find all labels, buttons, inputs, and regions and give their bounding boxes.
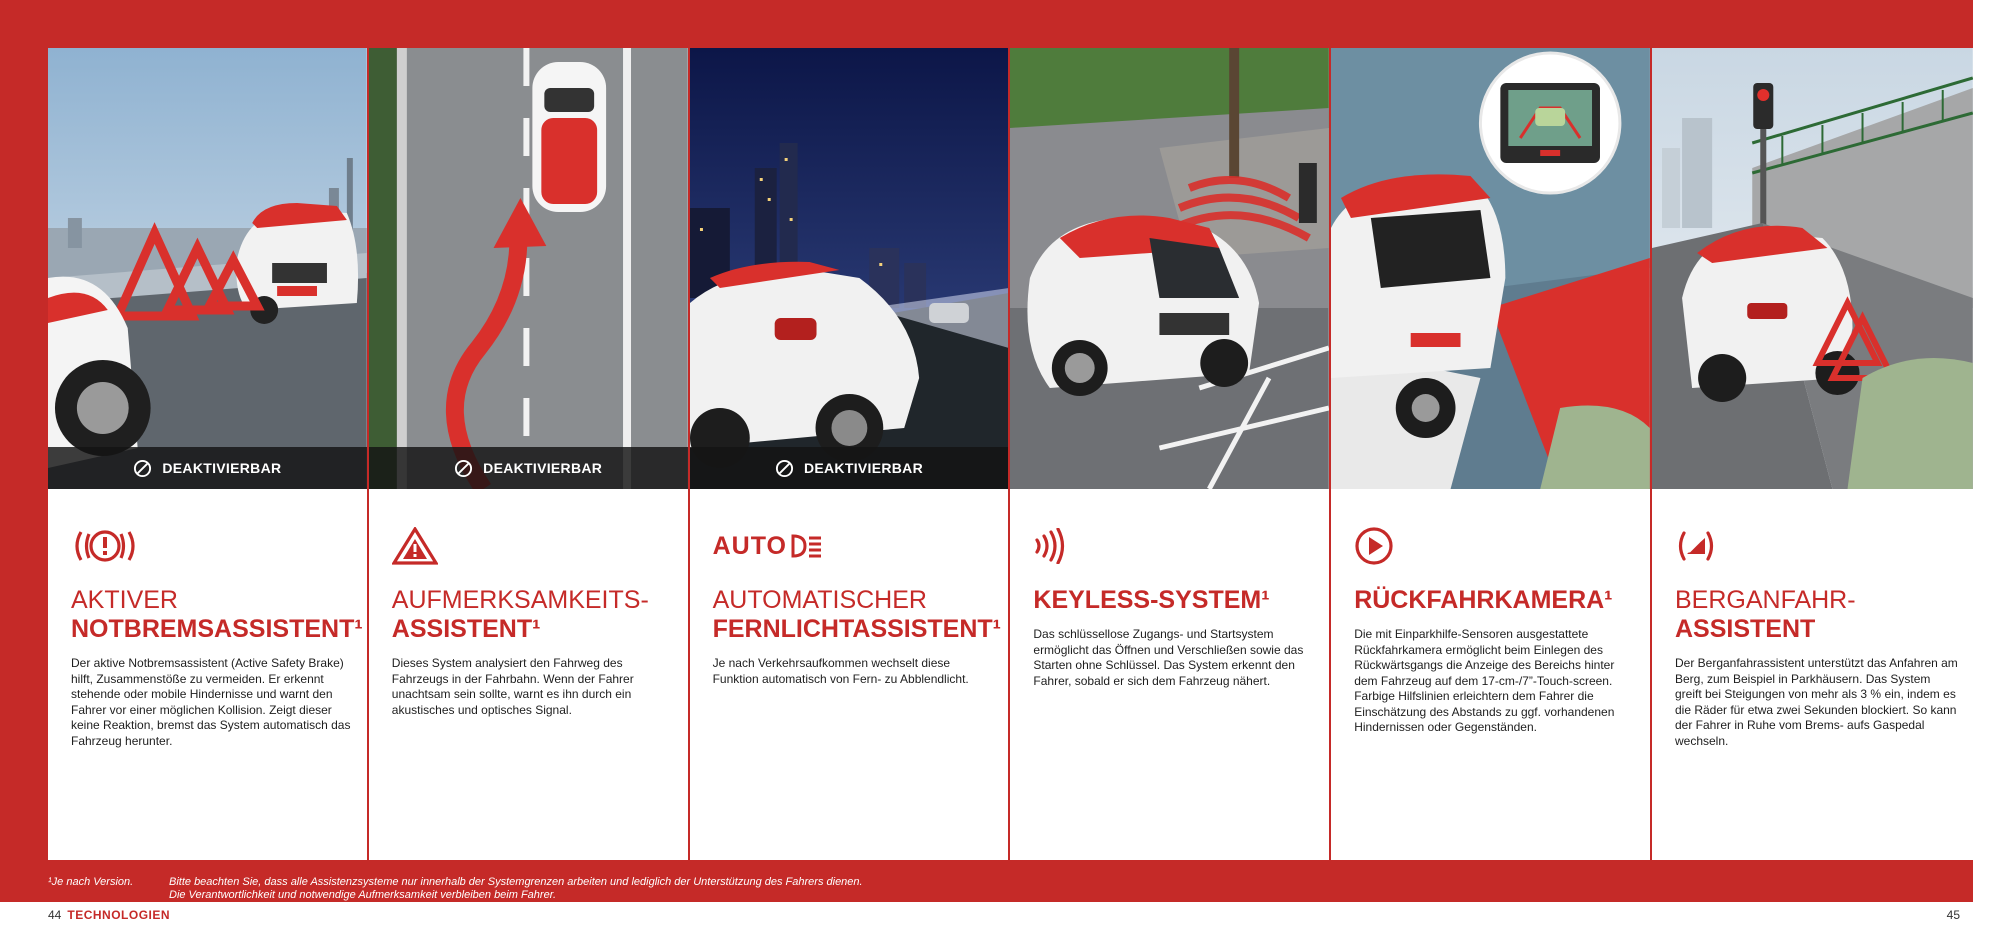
safety-notice bbox=[169, 876, 863, 902]
page-edge bbox=[1973, 0, 2000, 902]
feature-card-rueckfahrkamera bbox=[1331, 48, 1652, 860]
photo-hill-start bbox=[1652, 48, 1973, 489]
photo-emergency-brake bbox=[48, 48, 367, 489]
hill-start-icon bbox=[1675, 526, 1959, 566]
feature-title-line1: BERGANFAHR- bbox=[1674, 586, 1856, 614]
feature-description: Das schlüssellose Zugangs- und Startsystem ermöglicht das Öffnen und Verschließen sowie das Starten ohne Schlüssel. Das System erkennt den Fahrer, sobald er sich dem Fahrzeug nähert. bbox=[1033, 627, 1304, 688]
page-footer-left bbox=[48, 908, 170, 922]
auto-label: AUTO bbox=[712, 531, 787, 560]
photo-keyless bbox=[1010, 48, 1329, 489]
deactivatable-label: DEAKTIVIERBAR bbox=[803, 460, 923, 476]
safety-notice-line2: Die Verantwortlichkeit und notwendige Aufmerksamkeit verbleiben beim Fahrer. bbox=[169, 889, 557, 901]
feature-title-line1: AUFMERKSAMKEITS- bbox=[391, 586, 649, 614]
feature-columns bbox=[48, 48, 1973, 860]
keyless-signal-icon bbox=[1033, 526, 1315, 566]
warning-triangle-icon bbox=[392, 526, 674, 566]
feature-title-line2: NOTBREMSASSISTENT¹ bbox=[71, 615, 363, 643]
feature-title-line1: RÜCKFAHRKAMERA¹ bbox=[1354, 586, 1613, 614]
deactivatable-label: DEAKTIVIERBAR bbox=[162, 460, 282, 476]
deactivate-icon bbox=[454, 459, 473, 478]
photo-lane-attention bbox=[369, 48, 688, 489]
deactivatable-label: DEAKTIVIERBAR bbox=[483, 460, 603, 476]
feature-title-line2: FERNLICHTASSISTENT¹ bbox=[712, 615, 1002, 643]
footnote: ¹Je nach Version. bbox=[48, 876, 134, 888]
feature-card-notbremsassistent bbox=[48, 48, 369, 860]
deactivate-icon bbox=[133, 459, 152, 478]
safety-notice-line1: Bitte beachten Sie, dass alle Assistenzsysteme nur innerhalb der Systemgrenzen arbeiten und lediglich der Unterstützung des Fahrers dienen. bbox=[169, 876, 863, 888]
deactivatable-badge bbox=[690, 447, 1009, 489]
feature-title-line1: AKTIVER bbox=[71, 586, 178, 614]
deactivatable-badge bbox=[48, 447, 367, 489]
feature-description: Dieses System analysiert den Fahrweg des Fahrzeugs in der Fahrbahn. Wenn der Fahrer unachtsam sein sollte, warnt es ihn durch ein akustisches und optisches Signal. bbox=[391, 656, 634, 717]
deactivate-icon bbox=[775, 459, 794, 478]
section-name: TECHNOLOGIEN bbox=[67, 908, 171, 922]
brake-warning-icon bbox=[71, 526, 353, 566]
feature-title-line2: ASSISTENT bbox=[1674, 615, 1816, 643]
feature-card-fernlichtassistent bbox=[690, 48, 1011, 860]
page-number-right: 45 bbox=[1946, 908, 1960, 922]
feature-title-line1: KEYLESS-SYSTEM¹ bbox=[1033, 586, 1270, 614]
feature-card-keyless-system bbox=[1010, 48, 1331, 860]
feature-card-aufmerksamkeitsassistent bbox=[369, 48, 690, 860]
photo-rear-camera bbox=[1331, 48, 1650, 489]
auto-high-beam-icon bbox=[713, 526, 995, 566]
feature-title-line2: ASSISTENT¹ bbox=[391, 615, 541, 643]
feature-description: Der Berganfahrassistent unterstützt das Anfahren am Berg, zum Beispiel in Parkhäusern. Das System greift bei Steigungen von mehr als 3 % ein, indem es die Räder für etwa zwei Sekunden blockiert. So kann der Fahrer in Ruhe vom Brems- aufs Gaspedal wechseln. bbox=[1674, 656, 1958, 748]
deactivatable-badge bbox=[369, 447, 688, 489]
feature-card-berganfahrassistent bbox=[1652, 48, 1973, 860]
page-number-left: 44 bbox=[48, 908, 62, 922]
photo-high-beam bbox=[690, 48, 1009, 489]
play-camera-icon bbox=[1354, 526, 1636, 566]
feature-description: Der aktive Notbremsassistent (Active Safety Brake) hilft, Zusammenstöße zu vermeiden. Er erkennt stehende oder mobile Hindernisse und warnt den Fahrer vor einer möglichen Kollision. Zeigt dieser keine Reaktion, bremst das System automatisch das Fahrzeug herunter. bbox=[71, 656, 351, 748]
feature-description: Die mit Einparkhilfe-Sensoren ausgestattete Rückfahrkamera ermöglicht beim Einlegen des Rückwärtsgangs die Anzeige des Bereichs hinter dem Fahrzeug auf dem 17-cm-/7”-Touch-screen. Farbige Hilfslinien erleichtern dem Fahrer die Einschätzung des Abstands zu ggf. vorhandenen Hindernissen oder Gegenständen. bbox=[1354, 627, 1615, 734]
feature-description: Je nach Verkehrsaufkommen wechselt diese Funktion automatisch von Fern- zu Abblendlicht. bbox=[712, 656, 969, 686]
feature-title-line1: AUTOMATISCHER bbox=[712, 586, 927, 614]
